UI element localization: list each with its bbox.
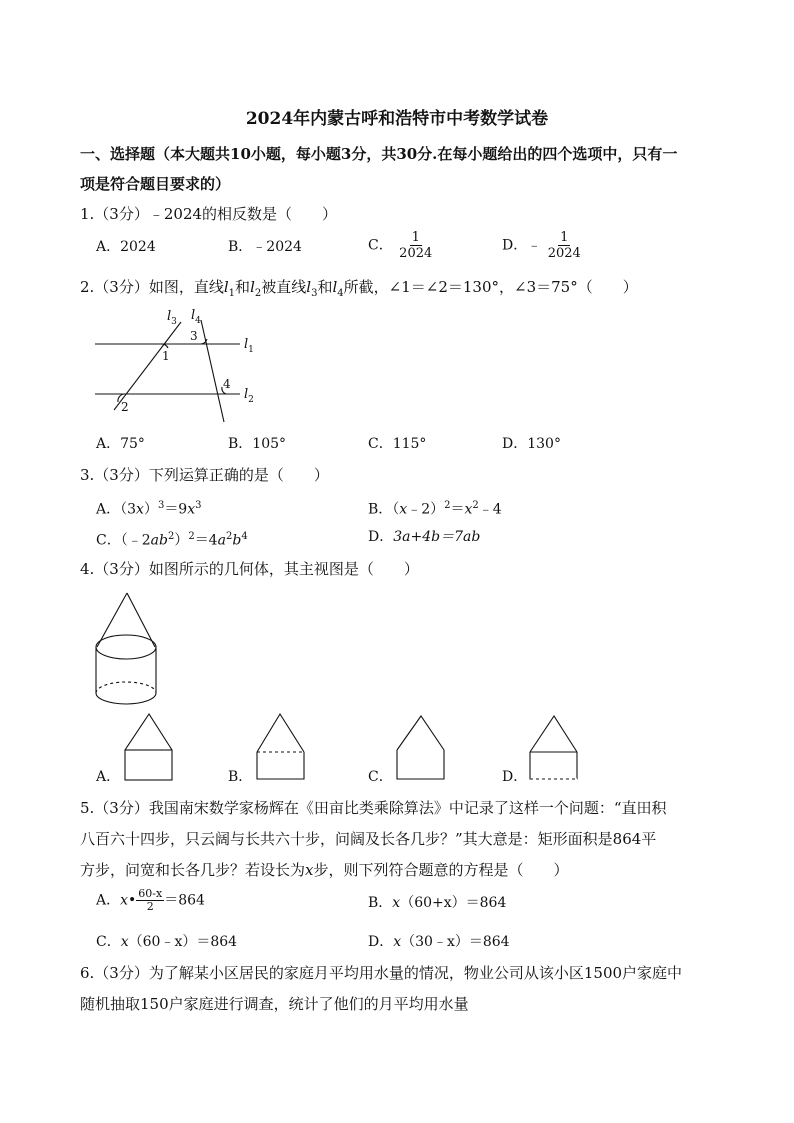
- fraction-numerator: 1: [411, 230, 420, 245]
- line-l2-label: l: [250, 278, 255, 296]
- fig-label-l1: $l_1$: [244, 337, 254, 355]
- fig-angle-3: 3: [190, 329, 198, 343]
- q4-option-d: D．: [502, 769, 528, 785]
- question-3-stem: 3.（3分）下列运算正确的是（ ）: [80, 466, 329, 484]
- q5-text: （60﹣x）＝864: [128, 934, 238, 950]
- fig-angle-1: 1: [162, 349, 170, 363]
- section-heading-line1: 一、选择题（本大题共10小题，每小题3分，共30分.在每小题给出的四个选项中，只有一: [80, 145, 678, 163]
- option-b-rectangle: [257, 752, 304, 779]
- exponent: 2: [167, 531, 175, 542]
- q4-option-c: C．: [368, 769, 393, 785]
- q2-text: 和: [235, 278, 251, 296]
- q3-text: ）: [174, 532, 189, 549]
- q2-text: 和: [317, 278, 333, 296]
- cone-left-edge: [97, 593, 127, 647]
- var-x: x: [399, 501, 408, 518]
- q3-text: ）: [143, 501, 158, 518]
- q5-text: A．: [96, 892, 121, 909]
- cylinder-top-ellipse: [96, 635, 156, 659]
- q3-text: D．: [368, 529, 394, 545]
- option-d-triangle: [530, 716, 577, 752]
- fraction-denominator: 2024: [547, 246, 581, 261]
- q1-option-c-prefix: C．: [368, 237, 393, 254]
- exponent: 3: [157, 500, 165, 511]
- q5-text: （60+x）＝864: [400, 895, 507, 911]
- q3-text: ﹣2）: [407, 501, 445, 518]
- q3-text: B．（: [368, 501, 400, 518]
- fraction-denominator: 2: [146, 900, 154, 913]
- q2-option-d: D．130°: [502, 436, 561, 452]
- line-l1-label: l: [223, 278, 229, 296]
- fig-angle-2: 2: [121, 400, 129, 414]
- var-x: x: [120, 892, 129, 909]
- q2-option-c: C．115°: [368, 436, 427, 452]
- var-x: x: [392, 895, 401, 911]
- q3-text: ﹣4: [478, 501, 502, 518]
- exponent: 2: [225, 531, 233, 542]
- var-x: x: [464, 501, 473, 518]
- q3-option-d-expression: 3a+4b＝7ab: [393, 529, 481, 545]
- var-x: x: [305, 861, 314, 879]
- cylinder-bottom-front: [96, 693, 156, 704]
- q3-text: ＝4: [194, 532, 218, 549]
- question-5-line2: 八百六十四步，只云阔与长共六十步，问阔及长各几步？”其大意是：矩形面积是864平: [80, 830, 657, 848]
- q2-option-a: A．75°: [96, 436, 145, 452]
- q5-text: 步，则下列符合题意的方程是（ ）: [313, 861, 569, 879]
- q5-option-b: [368, 893, 506, 913]
- q5-option-a-fraction: [136, 888, 164, 913]
- q3-text: ＝: [450, 501, 465, 518]
- option-a-triangle: [125, 714, 172, 750]
- line-l1-subscript: 1: [228, 288, 236, 299]
- exam-title: 2024年内蒙古呼和浩特市中考数学试卷: [245, 109, 549, 129]
- question-5-line1: 5.（3分）我国南宋数学家杨辉在《田亩比类乘除算法》中记录了这样一个问题：“直田积: [80, 799, 667, 817]
- question-4-stem: 4.（3分）如图所示的几何体，其主视图是（ ）: [80, 560, 419, 578]
- cone-right-edge: [127, 593, 155, 647]
- q4-option-a: A．: [96, 769, 121, 785]
- var-x: x: [136, 501, 144, 518]
- q2-option-b: B．105°: [228, 436, 287, 452]
- cylinder-bottom-back-dashed: [96, 682, 156, 693]
- exponent: 2: [472, 500, 479, 511]
- fraction-numerator: 60-x: [138, 887, 163, 900]
- option-b-triangle: [257, 714, 304, 752]
- q5-text: ＝864: [164, 892, 205, 909]
- line-l4-subscript: 4: [337, 288, 344, 299]
- question-1-stem: 1.（3分）﹣2024的相反数是（ ）: [80, 205, 338, 223]
- exponent: 4: [241, 531, 248, 542]
- q5-text: 方步，问宽和长各几步？若设长为: [80, 861, 306, 879]
- var-b: b: [232, 532, 242, 549]
- q5-option-c: [96, 932, 237, 952]
- fig-label-l2: $l_2$: [244, 387, 254, 405]
- line-l2-subscript: 2: [254, 288, 262, 299]
- q1-option-b: B．﹣2024: [228, 239, 302, 255]
- q5-option-d: [368, 932, 510, 952]
- q5-text: B．: [368, 895, 393, 911]
- line-l3-label: l: [306, 278, 312, 296]
- q3-text: C．（﹣2: [96, 532, 151, 549]
- exponent: 3: [195, 500, 202, 511]
- exponent: 2: [444, 500, 451, 511]
- question-5-line3: [80, 859, 569, 881]
- q4-option-b: B．: [228, 769, 253, 785]
- q5-text: C．: [96, 934, 121, 950]
- option-a-rectangle: [125, 750, 172, 780]
- multiply-dot: •: [128, 892, 137, 909]
- fraction-denominator: 2024: [399, 246, 433, 261]
- fig-label-l4: $l_4$: [191, 308, 201, 326]
- var-ab: ab: [150, 532, 168, 549]
- q3-text: A．（3: [96, 501, 137, 518]
- q1-option-d-prefix: D．﹣: [502, 237, 542, 254]
- var-a: a: [217, 532, 226, 549]
- fig-angle-4: 4: [223, 377, 231, 391]
- fig-label-l3: $l_3$: [167, 309, 177, 327]
- q5-text: D．: [368, 934, 394, 950]
- fraction-numerator: 1: [560, 230, 569, 245]
- q5-text: （30﹣x）＝864: [401, 934, 510, 950]
- question-6-line1: 6.（3分）为了解某小区居民的家庭月平均用水量的情况，物业公司从该小区1500户家庭中: [80, 964, 683, 982]
- line-l3-subscript: 3: [311, 288, 318, 299]
- option-d-sides: [530, 752, 577, 779]
- line-l4-label: l: [332, 278, 338, 296]
- var-x: x: [187, 501, 196, 518]
- option-c-pentagon: [397, 716, 444, 779]
- section-heading-line2: 项是符合题目要求的）: [80, 175, 231, 193]
- q2-text: 2.（3分）如图，直线: [80, 278, 224, 296]
- q2-text: 被直线: [261, 278, 307, 296]
- q5-option-a: [96, 888, 205, 913]
- var-x: x: [393, 934, 402, 950]
- q1-option-a: A．2024: [96, 239, 156, 255]
- var-x: x: [120, 934, 129, 950]
- q3-text: ＝9: [164, 501, 188, 518]
- exponent: 2: [188, 531, 195, 542]
- q2-text: 所截，∠1＝∠2＝130°，∠3＝75°（ ）: [343, 278, 638, 296]
- question-6-line2: 随机抽取150户家庭进行调查，统计了他们的月平均用水量: [80, 995, 469, 1013]
